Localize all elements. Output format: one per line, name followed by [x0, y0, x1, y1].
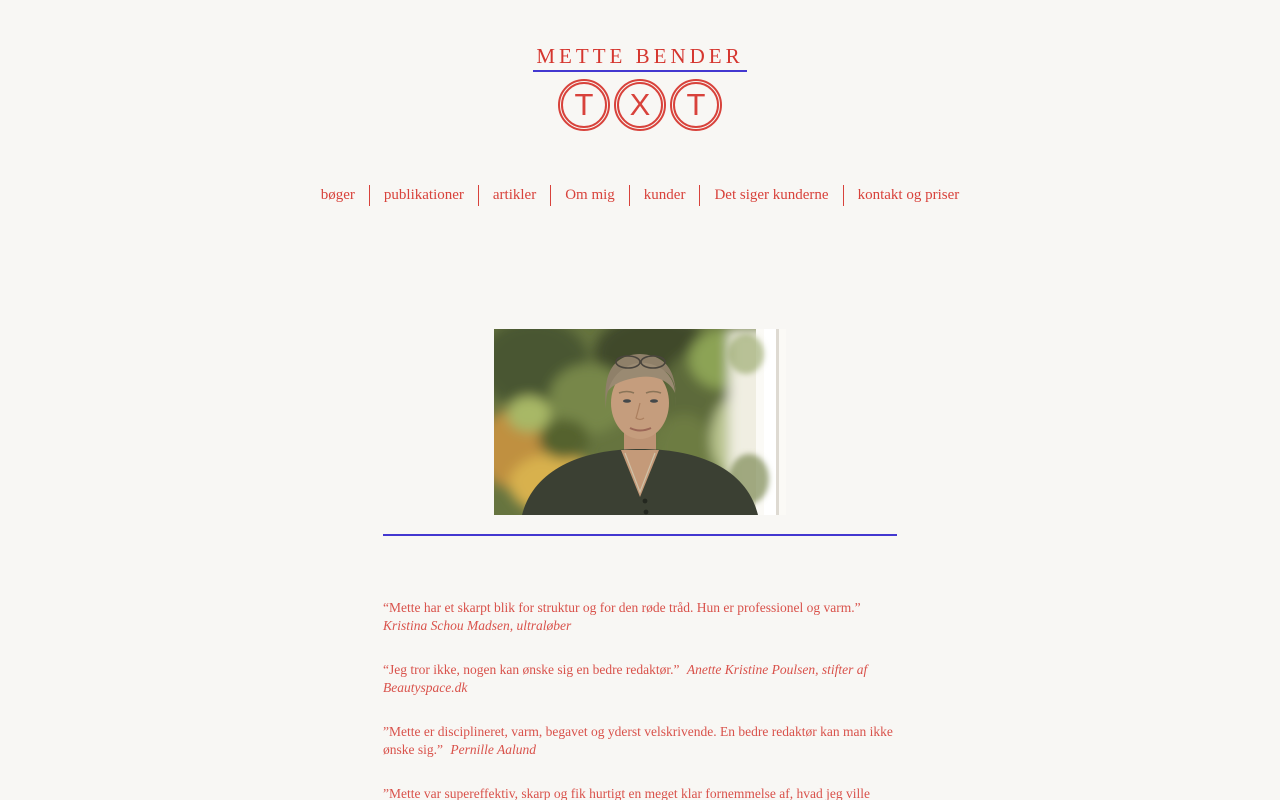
nav-item-boger[interactable]: bøger [320, 187, 355, 203]
quote-text: “Jeg tror ikke, nogen kan ønske sig en bedre redaktør.” [383, 662, 680, 677]
testimonials-section [383, 599, 897, 800]
section-divider [383, 534, 897, 536]
quote-text: ”Mette var supereffektiv, skarp og fik hurtigt en meget klar fornemmelse af, hvad jeg ville [383, 786, 870, 800]
main-navigation [0, 185, 1280, 206]
nav-item-om-mig[interactable]: Om mig [550, 185, 629, 206]
quote-author: Pernille Aalund [450, 742, 536, 757]
testimonial-quote-4 [383, 785, 897, 800]
testimonial-quote-3 [383, 723, 897, 759]
testimonial-quote-1 [383, 599, 897, 635]
testimonial-quote-2 [383, 661, 897, 697]
nav-item-kontakt-og-priser[interactable]: kontakt og priser [843, 185, 974, 206]
quote-author: Kristina Schou Madsen, ultraløber [383, 618, 572, 633]
logo-letter-x-icon: X [614, 79, 666, 131]
nav-item-det-siger-kunderne[interactable]: Det siger kunderne [699, 185, 842, 206]
nav-item-kunder[interactable]: kunder [629, 185, 700, 206]
quote-text: “Mette har et skarpt blik for struktur og for den røde tråd. Hun er professionel og varm.” [383, 600, 861, 615]
quote-text: ”Mette er disciplineret, varm, begavet og yderst velskrivende. En bedre redaktør kan man ikke ønske sig.” [383, 724, 893, 757]
portrait-photo [494, 329, 786, 515]
logo-letter-t1-icon: T [558, 79, 610, 131]
site-title-link[interactable]: METTE BENDER [533, 44, 746, 72]
txt-logo [0, 79, 1280, 131]
quote-author: Anette Kristine Poulsen, stifter af Beautyspace.dk [383, 662, 868, 695]
nav-item-publikationer[interactable]: publikationer [369, 185, 478, 206]
logo-letter-t2-icon: T [670, 79, 722, 131]
nav-item-artikler[interactable]: artikler [478, 185, 550, 206]
site-header [0, 0, 1280, 131]
